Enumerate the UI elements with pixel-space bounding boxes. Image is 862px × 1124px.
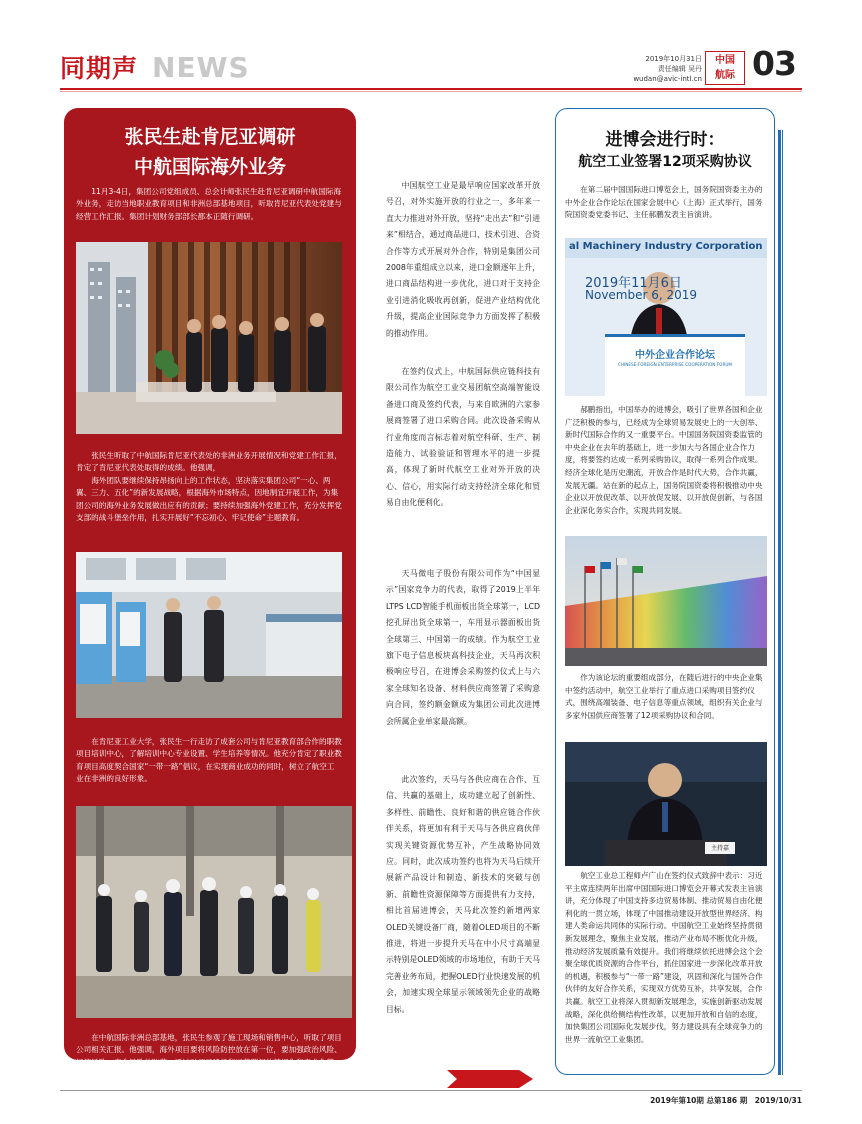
workshop-photo — [76, 552, 342, 718]
article-para-3: 在中航国际非洲总部基地，张民生参观了施工现场和销售中心，听取了项目公司相关汇报。他强调，海外项目要将风险防控放在第一位，要加强政治风险、经济风险、安全风险的防范，通过对项目建设和运营期间的精细化和专业化管理，确保商业成功。 — [76, 1033, 342, 1080]
forum-speaker-photo — [565, 238, 767, 396]
forum-banner-text: al Machinery Industry Corporation — [569, 241, 763, 252]
editor-credit: 责任编辑 吴丹 — [657, 65, 702, 73]
expo-building-graphic — [565, 536, 767, 666]
header-divider-thin — [60, 91, 802, 92]
expo-para-4: 航空工业总工程师卢广山在签约仪式致辞中表示：习近平主席连续两年出席中国国际进口博览会开幕式发表主旨演讲，充分体现了中国支持多边贸易体制、推动贸易自由化便利化的一贯立场，体现了中国推动建设开放型世界经济、构建人类命运共同体的实际行动。中国航空工业始终坚持贯彻新发展理念，聚焦主业发展，推动产业布局不断优化升级，推动经济发展质量有效提升。我们将继续依托进博会这个会聚全球优质资源的合作平台，抓住国家进一步深化改革开放的机遇，积极参与“一带一路”建设，巩固和深化与国外合作伙伴的友好合作关系，实现双方优势互补，共享发展，合作共赢。航空工业将深入贯彻新发展理念，实施创新驱动发展战略，深化供给侧结构性改革，以更加开放和自信的态度，加快集团公司国际化发展步伐，努力建设具有全球竞争力的世界一流航空工业集团。 — [565, 871, 763, 1044]
article-title-line-1: 张民生赴肯尼亚调研 — [124, 126, 296, 148]
section-title-cn: 同期声 — [60, 54, 139, 83]
workshop-photo-graphic — [76, 552, 342, 718]
middle-para-4: 此次签约，天马与各供应商在合作、互信、共赢的基础上，成功建立起了创新性、多样性、前瞻性、良好和谐的供应链合作伙伴关系，将更加有利于天马与各供应商伙伴实现关键资源优势互补，产生战略协同效应。同时，此次成功签约也将为天马后续开展新产品设计和制造、新技术的突破与创新、前瞻性资源保障等方面提供有力支持，相比首届进博会，天马此次签约新增两家OLED关键设备厂商，随着OLED项目的不断推进，将进一步提升天马在中小尺寸高端显示特别是OLED领域的市场地位，有助于天马完善业务布局，把握OLED行业快速发展的机会，加速实现全球显示领域领先企业的战略目标。 — [386, 775, 540, 1014]
page-number: 03 — [752, 44, 796, 83]
middle-para-2: 在签约仪式上，中航国际供应链科技有限公司作为航空工业交易团航空高端智能设备进口商及签约代表，与来自欧洲的六家参展商签署了进口采购合同。此次设备采购从行业角度而言标志着对航空科研、生产、制造能力、试验验证和管理水平的进一步提高，体现了新时代航空工业对外开放的决心、信心，用实际行动支持经济全球化和贸易自由化便利化。 — [386, 367, 540, 508]
expo-para-2: 郝鹏指出，中国举办的进博会，吸引了世界各国和企业广泛积极的参与，已经成为全球贸易发展史上的一大创举、新时代国际合作的又一重要平台。中国国务院国资委监管的中央企业在去年的基础上，进一步加大与各国企业合作力度，将要签约达成一系列采购协议，取得一系列合作成果。经济全球化是历史潮流，开放合作是时代大势，合作共赢，发展无疆。站在新的起点上，国务院国资委将积极推动中央企业以开放促改革、以开放促发展、以开放促创新，与各国企业深化务实合作，实现共同发展。 — [565, 405, 763, 515]
kenya-article-panel — [64, 108, 356, 1080]
forum-podium-sign-cn: 中外企业合作论坛 — [635, 350, 715, 361]
article-para-1a: 张民生听取了中航国际肯尼亚代表处的非洲业务开展情况和党建工作汇报，肯定了肯尼亚代表处取得的成绩。他强调， — [76, 451, 342, 473]
article-intro: 11月3-4日，集团公司党组成员、总会计师张民生赴肯尼亚调研中航国际海外业务，走访当地职业教育项目和非洲总部基地项目，听取肯尼亚代表处党建与经营工作汇报。集团计划财务部部长都本正随行调研。 — [76, 187, 342, 221]
article-para-2: 在肯尼亚工业大学，张民生一行走访了成套公司与肯尼亚教育部合作的职教项目培训中心，了解培训中心专业设置、学生培养等情况。他充分肯定了职业教育项目高度契合国家“一带一路”倡议，在实现商业成功的同时，树立了航空工业在非洲的良好形象。 — [76, 737, 342, 784]
footer-divider — [60, 1090, 802, 1091]
logo-line-2: 航际 — [715, 70, 735, 81]
signing-speaker-photo — [565, 742, 767, 866]
editor-email: wudan@avic-intl.cn — [633, 75, 702, 83]
forum-podium-sign-en: CHINESE-FOREIGN ENTERPRISE COOPERATION FORUM — [617, 362, 733, 367]
forum-banner-date-cn: 2019年11月6日 — [585, 276, 682, 291]
section-title-en: NEWS — [152, 50, 250, 84]
section-header — [60, 50, 250, 84]
speaker-nameplate: 主持嘉 — [710, 845, 729, 852]
expo-para-1: 在第二届中国国际进口博览会上，国务院国资委主办的中外企业合作论坛在国家会展中心（上海）正式举行，国务院国资委党委书记、主任郝鹏发表主旨演讲。 — [565, 185, 763, 220]
newspaper-logo — [705, 51, 745, 85]
middle-para-3: 天马微电子股份有限公司作为“中国显示”国家竞争力的代表，取得了2019上半年LTPS LCD智能手机面板出货全球第一，LCD挖孔屏出货全球第一，车用显示器面板出货全球第三、中国第一的成绩。作为航空工业旗下电子信息板块高科技企业，天马再次积极响应号召，在进博会采购签约仪式上与六家全球知名设备、材料供应商签署了采购意向合同，签约额金额成为集团公司此次进博会所属企业单家最高额。 — [386, 569, 540, 726]
issue-meta — [633, 54, 702, 84]
article-para-1b: 海外团队要继续保持昂扬向上的工作状态，坚决落实集团公司“一心、两翼、三力、五化”的新发展战略，根据海外市场特点，因地制宜开展工作，为集团公司的海外业务发展做出应有的贡献；要持续加强海外党建工作，充分发挥党支部的战斗堡垒作用，扎实开展好“不忘初心、牢记使命”主题教育。 — [76, 476, 342, 523]
logo-line-1: 中国 — [715, 55, 735, 66]
expo-title-line-1: 进博会进行时： — [605, 130, 725, 150]
issue-date: 2019年10月31日 — [645, 55, 702, 63]
expo-title-line-2: 航空工业签署12项采购协议 — [578, 154, 752, 170]
expo-building-photo — [565, 536, 767, 666]
showroom-photo-graphic — [76, 242, 342, 434]
arrow-decoration-icon — [447, 1070, 533, 1088]
forum-banner-date-en: November 6, 2019 — [585, 288, 698, 302]
expo-para-3: 作为该论坛的重要组成部分，在随后进行的中央企业集中签约活动中，航空工业举行了重点进口采购项目签约仪式，围绕高端装备、电子信息等重点领域，组织有关企业与多家外国供应商签署了12项采购协议和合同。 — [565, 673, 763, 720]
middle-para-1: 中国航空工业是最早响应国家改革开放号召，对外实施开放的行业之一，多年来一直大力推进对外开放，坚持“走出去”和“引进来”相结合，通过商品进口、技术引进、合资合作等方式开展对外合作，特别是集团公司2008年重组成立以来，进口金额逐年上升，进口商品结构进一步优化，进口对于支持企业引进消化吸收再创新，促进产业结构优化升级，提高企业国际竞争力方面发挥了积极的推动作用。 — [386, 181, 540, 338]
article-title-line-2: 中航国际海外业务 — [133, 156, 286, 178]
footer-issue-info: 2019年第10期 总第186 期 2019/10/31 — [650, 1096, 802, 1105]
forum-speaker-graphic — [565, 238, 767, 396]
construction-photo — [76, 806, 352, 1018]
header-divider — [60, 88, 802, 90]
showroom-photo — [76, 242, 342, 434]
construction-photo-graphic — [76, 806, 352, 1018]
signing-speaker-graphic — [565, 742, 767, 866]
side-accent-bar — [778, 130, 783, 1075]
